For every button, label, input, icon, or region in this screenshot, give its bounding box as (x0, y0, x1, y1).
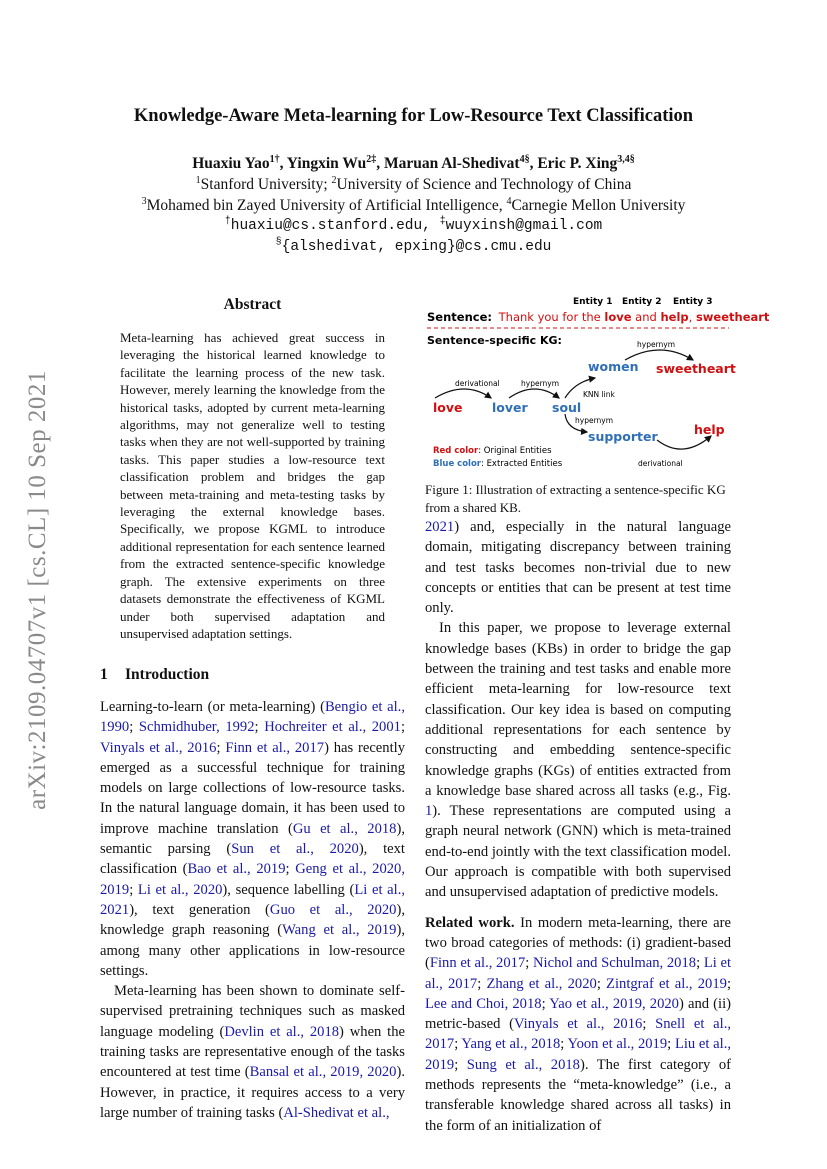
citation-link[interactable]: Lee and Choi, 2018 (425, 995, 542, 1012)
author-names: Huaxiu Yao$^{1\dagger}$, Yingxin $Wu^{2\ddagger}$, Maruan Al-Shedivat$^{4\S}$, Eric P. Xing$^{3,4\S}$ (192, 153, 635, 172)
affil-sup: 3 (141, 195, 147, 207)
email[interactable]: {alshedivat, epxing}@cs.cmu.edu (281, 239, 552, 255)
citation-link[interactable]: Schmidhuber, 1992 (138, 719, 255, 736)
edge-derivational (657, 436, 711, 449)
body-text: ), among many other applications in low-resource settings. (100, 922, 405, 979)
citation-link[interactable]: Zhang et al., 2020 (486, 975, 597, 992)
citation-link[interactable]: Finn et al., 2017 (225, 739, 325, 756)
citation-link[interactable]: Yang et al., 2018 (461, 1036, 561, 1053)
affiliation: Carnegie Mellon University (511, 197, 686, 214)
citation-link[interactable]: Al-Shedivat et al., (283, 1104, 390, 1121)
author: Eric P. Xing (537, 155, 618, 172)
entity-label: Entity 2 (622, 297, 662, 307)
related-work-text (425, 915, 731, 1134)
node-sweetheart: sweetheart (656, 361, 736, 376)
node-love: love (433, 400, 463, 415)
author-sup: 3,4§ (617, 153, 635, 165)
citation-link[interactable]: Wang et al., 2019 (282, 922, 397, 939)
figure-1 (425, 290, 770, 472)
body-text: In modern meta-learning, there are two broad categories of methods: (i) gradient-based ( (425, 914, 731, 972)
figure-caption: Figure 1: Illustration of extracting a sentence-specific KG from a shared KB. (425, 482, 726, 515)
body-text: ; (454, 1036, 462, 1053)
citation-link[interactable]: Sung et al., 2018 (466, 1056, 580, 1073)
body-text: ) and (ii) metric-based ( (425, 995, 732, 1033)
node-women: women (588, 359, 639, 374)
body-text: Learning-to-learn (or meta-learning) (100, 699, 321, 715)
citation-link[interactable]: Bansal et al., 2019, 2020 (249, 1064, 397, 1081)
edge-derivational (435, 389, 491, 398)
body-text: ), knowledge graph reasoning ( (100, 901, 405, 939)
author-block (0, 153, 827, 258)
body-text: ; (596, 975, 607, 992)
sentence-label: Sentence: (427, 310, 492, 324)
node-help: help (694, 422, 725, 437)
citation-link[interactable]: Li et al., 2021 (100, 881, 405, 918)
body-text: ; (454, 1056, 467, 1073)
body-text: ; (216, 739, 226, 756)
body-text: In this paper, we propose to leverage external knowledge bases (KBs) in order to bridge the gap between the training and test tasks and enable more efficient meta-learning for low-resource text classification. Our key idea is based on computing additional representations for each sentence by constructing and embedding sentence-specific knowledge graphs (KGs) of entities extracted from a knowledge base shared across all tasks (e.g., Fig. (425, 620, 731, 799)
body-text: ) and, especially in the natural language domain, mitigating discrepancy between training and test tasks becomes non-trivial due to new concepts or entities that can be present at test time only. (425, 519, 731, 617)
entity-label: Entity 3 (673, 297, 713, 307)
body-text: ). These representations are computed using a graph neural network (GNN) which is meta-trained end-to-end jointly with the text classification model. Our approach is compatible with both supervised and unsupervised adaptation of predictive models. (425, 803, 731, 901)
affiliation-line-1 (0, 174, 827, 195)
legend-red (433, 446, 552, 456)
citation-link[interactable]: Zintgraf et al., 2019 (606, 975, 727, 992)
email-mark: † (224, 216, 231, 228)
node-soul: soul (552, 400, 582, 415)
legend-text: : Original Entities (478, 446, 552, 456)
email-mark: ‡ (439, 216, 446, 228)
author: Huaxiu Yao (192, 155, 270, 172)
paragraph-related-work (425, 913, 731, 1136)
citation-link[interactable]: Devlin et al., 2018 (224, 1023, 340, 1040)
arxiv-id: arXiv:2109.04707v1 [cs.CL] 10 Sep 2021 (24, 370, 51, 810)
body-text: ) has recently emerged as a successful technique for training models on large collections of low-resource tasks. In the natural language domain, it has been used to improve machine translation ( (100, 739, 405, 837)
citation-link[interactable]: Vinyals et al., 2016 (513, 1016, 643, 1033)
citation-link[interactable]: Liu et al., 2019 (425, 1036, 731, 1073)
body-text: ; (477, 975, 487, 992)
citation-link[interactable]: Geng et al., 2020, 2019 (100, 861, 405, 898)
author-sup: 1† (269, 153, 280, 165)
related-work-heading: Related work. (425, 914, 515, 931)
author: Maruan Al-Shedivat (383, 155, 520, 172)
body-text: ; (400, 719, 405, 736)
citation-link[interactable]: Bao et al., 2019 (187, 861, 286, 878)
edge-label: hypernym (575, 416, 614, 425)
citation-link[interactable]: Sun et al., 2020 (231, 841, 359, 858)
body-text: ; (129, 719, 139, 736)
node-lover: lover (492, 400, 528, 415)
affil-sup: 2 (331, 174, 337, 186)
email-mark: § (275, 237, 282, 249)
body-text: ). However, in practice, it requires access to a very large number of training tasks ( (100, 1064, 405, 1121)
author-sup: 4§ (519, 153, 530, 165)
section-number: 1 (100, 666, 108, 683)
intro-left-column (100, 697, 405, 1123)
citation-link[interactable]: Gu et al., 2018 (292, 820, 397, 837)
paragraph (100, 981, 405, 1123)
body-text: Meta-learning has been shown to dominate self-supervised pretraining techniques such as masked language modeling ( (100, 983, 405, 1040)
body-text: ; (129, 881, 138, 898)
email[interactable]: huaxiu@cs.stanford.edu, (230, 218, 440, 234)
affiliation-line-2 (0, 195, 827, 216)
citation-link[interactable]: Finn et al., 2017 (429, 955, 526, 972)
citation-link[interactable]: Bengio et al., 1990 (100, 699, 405, 736)
body-text: ), text classification ( (100, 841, 405, 878)
body-text: ; (726, 975, 732, 992)
affiliation: Mohamed bin Zayed University of Artificial Intelligence, (146, 197, 507, 214)
citation-link[interactable]: Yoon et al., 2019 (567, 1036, 668, 1053)
paragraph (100, 697, 405, 981)
body-text: ) when the training tasks are representative enough of the tasks encountered at test time ( (100, 1023, 405, 1081)
sentence-text: and (631, 310, 661, 324)
body-text: ; (667, 1036, 675, 1053)
citation-link[interactable]: Li et al., 2017 (425, 955, 732, 992)
edge-label: derivational (455, 379, 500, 388)
body-text: ). The first category of methods represents the “meta-knowledge” (i.e., a transferable knowledge shared across all tasks) in the form of an initialization of (425, 1056, 731, 1134)
citation-link[interactable]: Nichol and Schulman, 2018 (533, 955, 697, 972)
sentence-text: Thank you for the (498, 310, 605, 324)
affiliation: University of Science and Technology of China (336, 176, 632, 193)
citation-link[interactable]: Guo et al., 2020 (269, 901, 397, 918)
body-text: ; (541, 995, 550, 1012)
citation-link[interactable]: Li et al., 2020 (137, 881, 223, 898)
legend-key: Red color (433, 446, 479, 456)
edge-label: KNN link (583, 390, 615, 399)
intro-right-column (425, 517, 731, 1136)
citation-link[interactable]: Snell et al., 2017 (425, 1016, 731, 1053)
affil-sup: 1 (195, 174, 201, 186)
section-heading (100, 666, 405, 684)
body-text: ( (320, 699, 325, 715)
body-text: ; (525, 955, 533, 972)
body-text: ), text generation ( (129, 901, 270, 918)
figure-sentence (427, 310, 770, 324)
email[interactable]: wuyxinsh@gmail.com (445, 218, 603, 234)
abstract-text: Meta-learning has achieved great success in leveraging the historical learned knowledge to facilitate the learning process of the new task. However, merely learning the knowledge from the historical tasks, adopted by current meta-learning algorithms, may not generalize well to testing tasks when they are not well-supported by training tasks. This paper studies a low-resource text classification problem and bridges the gap between meta-training and meta-testing tasks by leveraging the external knowledge bases. Specifically, we propose KGML to introduce additional representation for each sentence learned from the extracted sentence-specific knowledge graph. The extensive experiments on three datasets demonstrate the effectiveness of KGML under both supervised adaptation and unsupervised adaptation settings. (120, 330, 385, 641)
affil-sup: 4 (506, 195, 512, 207)
entity-label: Entity 1 (573, 297, 613, 307)
author: Yingxin Wu (286, 155, 367, 172)
email-line-1 (0, 216, 827, 237)
edge-label: hypernym (521, 379, 560, 388)
paragraph (425, 618, 731, 902)
legend-key: Blue color (433, 459, 481, 469)
body-text: ; (254, 719, 265, 736)
body-text: ; (285, 861, 296, 878)
edge-label: derivational (638, 459, 683, 468)
body-text: ), semantic parsing ( (100, 820, 405, 858)
sentence-text: , (688, 310, 696, 324)
legend-blue (433, 459, 563, 469)
section-title: Introduction (125, 666, 210, 683)
kg-label: Sentence-specific KG: (427, 334, 562, 347)
legend-text: : Extracted Entities (481, 459, 563, 469)
citation-link[interactable]: Yao et al., 2019, 2020 (549, 995, 679, 1012)
body-text: ; (696, 955, 704, 972)
paper-title: Knowledge-Aware Meta-learning for Low-Resource Text Classification (133, 106, 694, 126)
node-supporter: supporter (588, 429, 658, 444)
body-text: ; (642, 1016, 656, 1033)
affiliation: Stanford University; (200, 176, 332, 193)
entity-word: help (660, 310, 689, 324)
paragraph (425, 517, 731, 618)
entity-word: love (604, 310, 632, 324)
body-text: ; (560, 1036, 568, 1053)
edge-hypernym (509, 389, 559, 398)
entity-word: sweetheart (695, 310, 770, 324)
author-sup: 2‡ (366, 153, 377, 165)
citation-link[interactable]: 1 (425, 803, 433, 820)
email-line-2 (0, 237, 827, 258)
citation-link[interactable]: Hochreiter et al., 2001 (264, 719, 401, 736)
citation-link[interactable]: Vinyals et al., 2016 (100, 739, 217, 756)
body-text: ), sequence labelling ( (222, 881, 355, 898)
abstract-heading: Abstract (223, 296, 282, 313)
edge-label: hypernym (637, 340, 676, 349)
citation-link[interactable]: 2021 (425, 519, 455, 535)
